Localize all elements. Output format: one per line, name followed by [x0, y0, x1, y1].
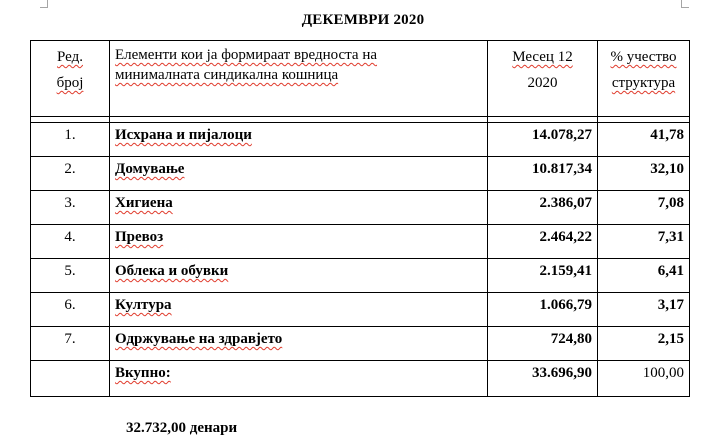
header-number-line1: Ред.: [57, 49, 83, 65]
row-number: 1.: [31, 123, 110, 157]
row-element: [110, 157, 488, 191]
table-header-row: [31, 41, 690, 117]
page-corner-mark-left: [40, 0, 48, 8]
row-element-label: Домување: [115, 161, 185, 177]
total-label-text: Вкупно:: [115, 365, 171, 381]
table-row: [31, 191, 690, 225]
row-element-label: Одржување на здравјето: [115, 331, 283, 347]
row-element: [110, 293, 488, 327]
row-percent: 7,31: [598, 225, 690, 259]
table-total-row: [31, 361, 690, 397]
header-month-line1: Месец 12: [512, 49, 573, 65]
row-percent: 32,10: [598, 157, 690, 191]
row-number: 2.: [31, 157, 110, 191]
row-element: [110, 327, 488, 361]
row-percent: 6,41: [598, 259, 690, 293]
row-number: 6.: [31, 293, 110, 327]
table-row: [31, 123, 690, 157]
row-percent: 2,15: [598, 327, 690, 361]
row-element-label: Култура: [115, 297, 172, 313]
header-month-line2: 2020: [527, 75, 558, 91]
row-value: 14.078,27: [488, 123, 598, 157]
row-percent: 7,08: [598, 191, 690, 225]
row-value: 2.464,22: [488, 225, 598, 259]
table-row: [31, 259, 690, 293]
row-value: 1.066,79: [488, 293, 598, 327]
total-label: [110, 361, 488, 397]
row-element: [110, 225, 488, 259]
row-element-label: Превоз: [115, 229, 164, 245]
row-number: 5.: [31, 259, 110, 293]
row-number: 7.: [31, 327, 110, 361]
header-number-line2: број: [56, 75, 84, 91]
row-element: [110, 259, 488, 293]
total-percent: 100,00: [598, 361, 690, 397]
header-elements: [110, 41, 488, 117]
row-element-label: Облека и обувки: [115, 263, 229, 279]
row-value: 724,80: [488, 327, 598, 361]
total-empty-cell: [31, 361, 110, 397]
page-corner-mark-right: [681, 0, 689, 8]
table-row: [31, 157, 690, 191]
row-number: 4.: [31, 225, 110, 259]
row-value: 2.159,41: [488, 259, 598, 293]
basket-table: [30, 40, 690, 397]
row-number: 3.: [31, 191, 110, 225]
row-element: [110, 191, 488, 225]
document-title: ДЕКЕМВРИ 2020: [301, 12, 425, 28]
header-percent-line2: структура: [611, 75, 676, 91]
footer-amount: 32.732,00 денари: [126, 420, 238, 436]
row-value: 2.386,07: [488, 191, 598, 225]
row-element-label: Хигиена: [115, 195, 173, 211]
row-element-label: Исхрана и пијалоци: [115, 127, 252, 143]
header-elements-line1: Елементи кои ја формираат вредноста на: [115, 47, 378, 63]
table-row: [31, 225, 690, 259]
header-month: [488, 41, 598, 117]
row-percent: 3,17: [598, 293, 690, 327]
table-row: [31, 327, 690, 361]
header-percent: [598, 41, 690, 117]
row-element: [110, 123, 488, 157]
table-row: [31, 293, 690, 327]
header-elements-line2: минималната синдикална кошница: [115, 67, 339, 83]
total-value: 33.696,90: [488, 361, 598, 397]
row-percent: 41,78: [598, 123, 690, 157]
header-percent-line1: % учество: [610, 49, 677, 65]
header-number: [31, 41, 110, 117]
row-value: 10.817,34: [488, 157, 598, 191]
